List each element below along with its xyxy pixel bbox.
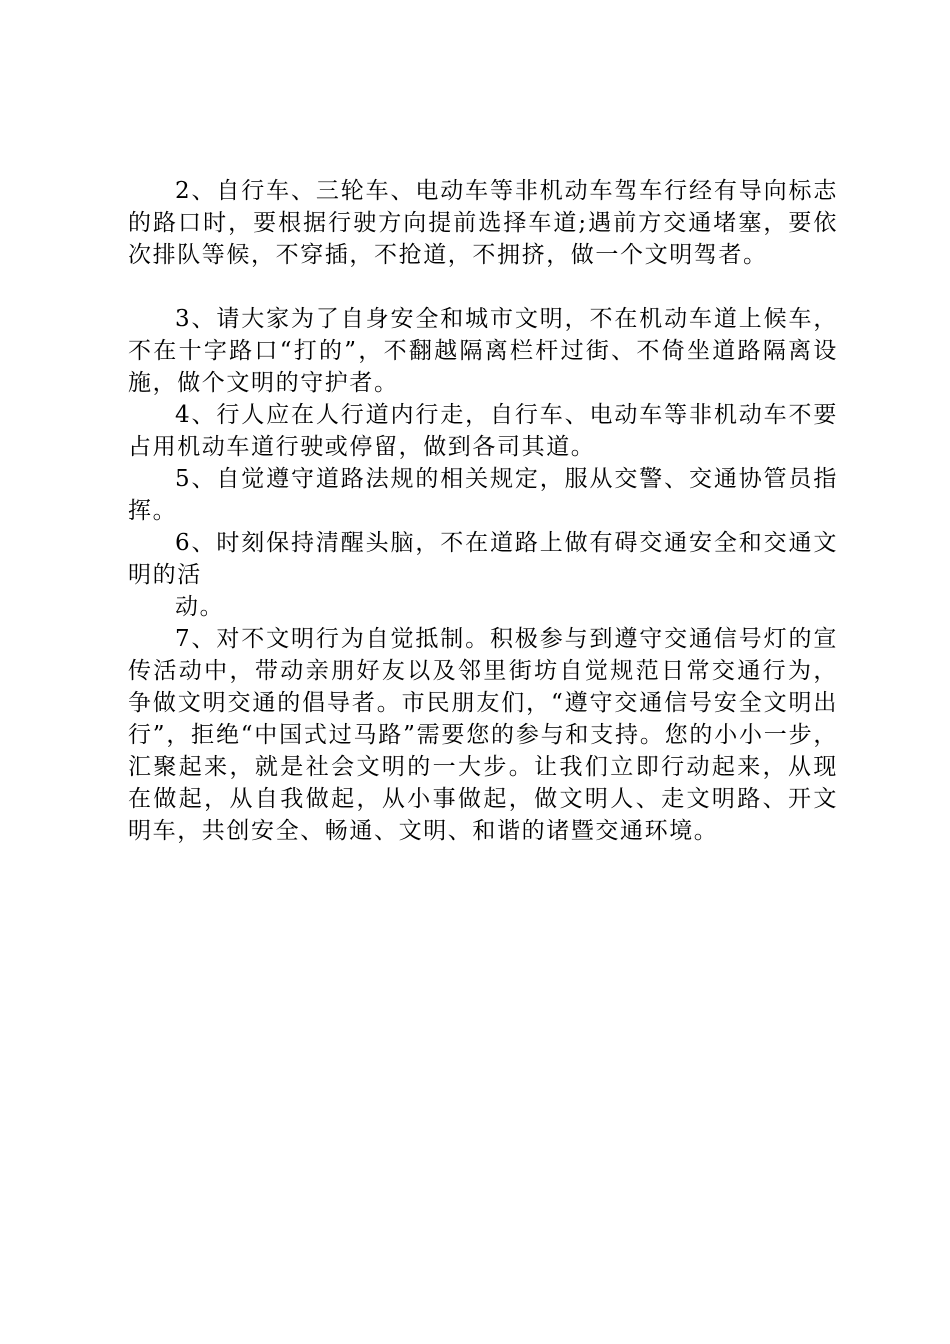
- paragraph-item-5: 5、自觉遵守道路法规的相关规定，服从交警、交通协管员指挥。: [128, 466, 838, 524]
- paragraph-item-6-continued: 动。: [175, 594, 225, 620]
- paragraph-item-3: 3、请大家为了自身安全和城市文明，不在机动车道上候车，不在十字路口“打的”，不翻越隔离栏杆过街、不倚坐道路隔离设施，做个文明的守护者。: [128, 306, 838, 396]
- paragraph-item-6: 6、时刻保持清醒头脑，不在道路上做有碍交通安全和交通文明的活: [128, 530, 838, 588]
- paragraph-item-7: 7、对不文明行为自觉抵制。积极参与到遵守交通信号灯的宣传活动中，带动亲朋好友以及邻里街坊自觉规范日常交通行为，争做文明交通的倡导者。市民朋友们，“遵守交通信号安全文明出行”，拒绝“中国式过马路”需要您的参与和支持。您的小小一步，汇聚起来，就是社会文明的一大步。让我们立即行动起来，从现在做起，从自我做起，从小事做起，做文明人、走文明路、开文明车，共创安全、畅通、文明、和谐的诸暨交通环境。: [128, 626, 838, 844]
- paragraph-item-4: 4、行人应在人行道内行走，自行车、电动车等非机动车不要占用机动车道行驶或停留，做到各司其道。: [128, 402, 838, 460]
- paragraph-item-2: 2、自行车、三轮车、电动车等非机动车驾车行经有导向标志的路口时，要根据行驶方向提前选择车道;遇前方交通堵塞，要依次排队等候，不穿插，不抢道，不拥挤，做一个文明驾者。: [128, 178, 838, 268]
- document-body: [128, 175, 838, 847]
